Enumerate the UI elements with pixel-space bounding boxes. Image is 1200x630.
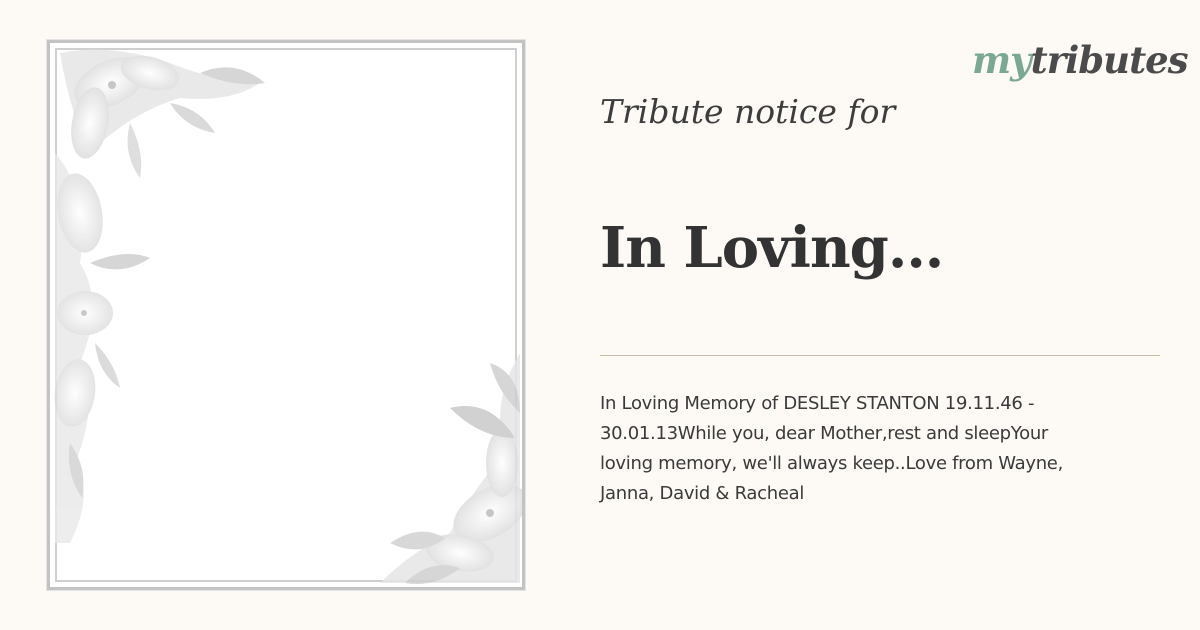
tribute-notice-subtitle: Tribute notice for [600,92,896,131]
tribute-message-text: In Loving Memory of DESLEY STANTON 19.11.46 - 30.01.13While you, dear Mother,rest and sleepYour loving memory, we'll always keep..Love from Wayne, Janna, David & Racheal [600,393,1063,504]
floral-lily-frame-icon [50,43,522,587]
mytributes-logo[interactable] [972,36,1188,84]
left-side-flower-icon [50,153,150,543]
section-divider [600,355,1160,356]
logo-tributes-text: tributes [1030,38,1188,82]
bottom-right-flower-icon [380,353,522,584]
tribute-name-title: In Loving... [600,215,944,281]
logo-my-text: my [972,38,1031,82]
top-left-flower-icon [60,47,265,178]
tribute-card [47,40,525,590]
